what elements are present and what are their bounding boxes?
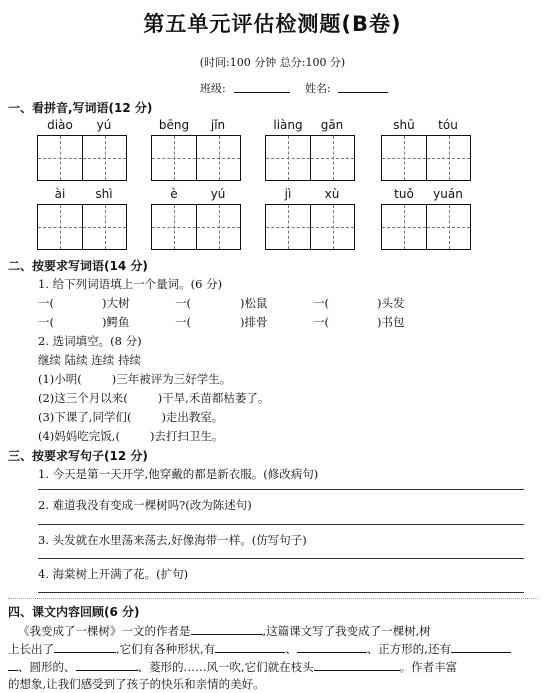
answer-line[interactable] [38, 489, 524, 490]
recall-line-4: 的想象,让我们感受到了孩子的快乐和亲情的美好。 [8, 677, 265, 691]
question-3-4: 4. 海棠树上开满了花。(扩句) [38, 567, 189, 581]
fill-blank[interactable] [451, 640, 511, 653]
measure-prefix: 一( [313, 315, 329, 329]
pinyin-label: tóu [438, 118, 458, 132]
measure-prefix: 一( [38, 315, 54, 329]
fill-blank[interactable] [54, 640, 116, 653]
fill-blank[interactable] [8, 658, 18, 671]
writing-grid[interactable] [381, 135, 471, 181]
pinyin-label: liàng [273, 118, 303, 132]
pinyin-label: ài [54, 187, 66, 201]
writing-grid[interactable] [151, 204, 241, 250]
section-divider [8, 598, 538, 599]
recall-line-1: 《我变成了一棵树》一文的作者是 ,这篇课文写了我变成了一棵树,树 [18, 624, 431, 638]
word-choices: 继续 陆续 连续 持续 [38, 353, 141, 367]
name-label: 姓名: [305, 82, 331, 95]
pinyin-label: diào [47, 118, 73, 132]
sentence-2-2-1: (1)小明( )三年被评为三好学生。 [38, 372, 232, 386]
pinyin-label: shì [95, 187, 113, 201]
pinyin-label: gān [320, 118, 344, 132]
sentence-2-2-3: (3)下课了,同学们( )走出教室。 [38, 410, 224, 424]
recall-line-3: 、圆形的、 、菱形的……风一吹,它们就在枝头 。作者丰富 [8, 658, 457, 675]
pinyin-label: xù [324, 187, 340, 201]
measure-prefix: 一( [175, 315, 191, 329]
sentence-2-2-4: (4)妈妈吃完饭,( )去打扫卫生。 [38, 429, 224, 443]
fill-blank[interactable] [314, 658, 400, 671]
writing-grid[interactable] [151, 135, 241, 181]
fill-blank[interactable] [76, 658, 138, 671]
writing-grid[interactable] [37, 135, 127, 181]
question-2-1: 1. 给下列词语填上一个量词。(6 分) [38, 277, 223, 291]
section4-heading: 四、课文内容回顾(6 分) [8, 605, 140, 619]
writing-grid[interactable] [37, 204, 127, 250]
pinyin-label: è [170, 187, 178, 201]
measure-word: )头发 [377, 296, 405, 310]
section1-heading: 一、看拼音,写词语(12 分) [8, 101, 153, 115]
measure-word: )鳄鱼 [102, 315, 130, 329]
measure-word: )书包 [377, 315, 405, 329]
question-3-3: 3. 头发就在水里荡来荡去,好像海带一样。(仿写句子) [38, 533, 307, 547]
fill-blank[interactable] [297, 640, 367, 653]
writing-grid[interactable] [265, 204, 355, 250]
measure-word: )大树 [102, 296, 130, 310]
writing-grid[interactable] [381, 204, 471, 250]
answer-line[interactable] [38, 558, 524, 559]
class-label: 班级: [200, 82, 226, 95]
pinyin-label: jǐn [210, 118, 226, 132]
pinyin-label: shū [393, 118, 415, 132]
pinyin-label: jì [284, 187, 292, 201]
sentence-2-2-2: (2)这三个月以来( )干旱,禾苗都枯萎了。 [38, 391, 270, 405]
pinyin-label: yú [210, 187, 226, 201]
answer-line[interactable] [38, 524, 524, 525]
name-blank[interactable] [338, 80, 388, 93]
answer-line[interactable] [38, 592, 524, 593]
exam-time-info: (时间:100 分钟 总分:100 分) [199, 56, 346, 69]
measure-prefix: 一( [175, 296, 191, 310]
recall-line-2: 上长出了 ,它们有各种形状,有 、 、正方形的,还有 [8, 640, 511, 657]
pinyin-label: bēng [158, 118, 190, 132]
section2-heading: 二、按要求写词语(14 分) [8, 259, 148, 273]
pinyin-label: tuǒ [394, 187, 414, 201]
pinyin-label: yú [96, 118, 112, 132]
measure-word: )松鼠 [240, 296, 268, 310]
page-title: 第五单元评估检测题(B卷) [143, 12, 402, 36]
measure-prefix: 一( [313, 296, 329, 310]
writing-grid[interactable] [265, 135, 355, 181]
fill-blank[interactable] [215, 640, 285, 653]
measure-word: )排骨 [240, 315, 268, 329]
pinyin-label: yuán [433, 187, 463, 201]
question-3-1: 1. 今天是第一天开学,他穿戴的都是新衣服。(修改病句) [38, 467, 319, 481]
fill-blank[interactable] [191, 622, 263, 635]
section3-heading: 三、按要求写句子(12 分) [8, 449, 148, 463]
question-3-2: 2. 难道我没有变成一棵树吗?(改为陈述句) [38, 498, 252, 512]
class-blank[interactable] [234, 80, 290, 93]
question-2-2: 2. 选词填空。(8 分) [38, 334, 142, 348]
measure-prefix: 一( [38, 296, 54, 310]
